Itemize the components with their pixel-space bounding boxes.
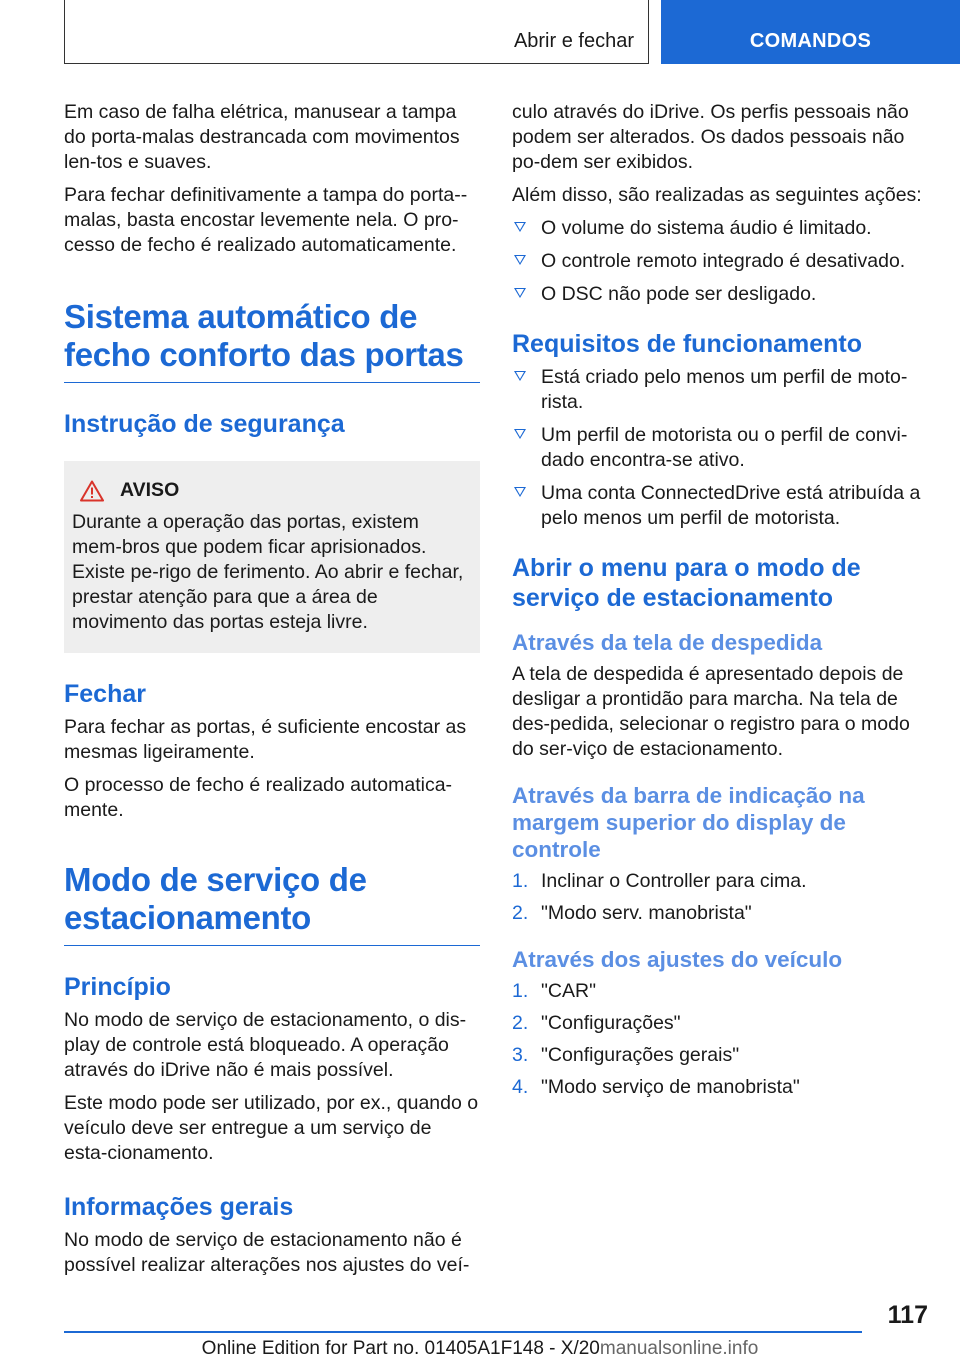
- bullet-triangle-icon: [514, 288, 526, 298]
- heading-general-info: Informações gerais: [64, 1193, 294, 1221]
- footer-divider: [64, 1331, 862, 1333]
- bullet-triangle-icon: [514, 222, 526, 232]
- header-section-box: [64, 0, 649, 64]
- header-section-title: Abrir e fechar: [513, 30, 634, 52]
- footer-edition-text: Online Edition for Part no. 01405A1F148 - X/20: [201, 1338, 600, 1359]
- heading-valet-mode: Modo de serviço de estacionamento: [64, 861, 480, 946]
- footer-watermark: manualsonline.info: [599, 1338, 759, 1359]
- heading-via-vehicle-settings: Através dos ajustes do veículo: [512, 947, 843, 972]
- paragraph-farewell: A tela de despedida é apresentado depois de desligar a prontidão para marcha. Na tela de des-pedida, selecionar o registro para o modo do ser-viço de estacionamento.: [512, 663, 910, 760]
- header-chapter-tab: [661, 0, 960, 64]
- list-item: O controle remoto integrado é desativado.: [512, 249, 928, 274]
- paragraph-general-info: No modo de serviço de estacionamento não é possível realizar alterações nos ajustes do veí-: [64, 1229, 470, 1276]
- footer-edition: [0, 1338, 960, 1360]
- heading-safety-instruction: Instrução de segurança: [64, 410, 345, 438]
- list-item: 2. "Modo serv. manobrista": [512, 902, 752, 924]
- paragraph-continued: culo através do iDrive. Os perfis pessoais não podem ser alterados. Os dados pessoais não po-dem ser exibidos.: [512, 101, 909, 173]
- bullet-triangle-icon: [514, 429, 526, 439]
- bullet-triangle-icon: [514, 255, 526, 265]
- list-item: 1. Inclinar o Controller para cima.: [512, 870, 807, 892]
- header-chapter-title: COMANDOS: [749, 30, 872, 52]
- heading-principle: Princípio: [64, 973, 171, 1001]
- list-item: Uma conta ConnectedDrive está atribuída a pelo menos um perfil de motorista.: [512, 481, 928, 531]
- list-item: O DSC não pode ser desligado.: [512, 282, 928, 307]
- list-item: 4. "Modo serviço de manobrista": [512, 1076, 800, 1098]
- paragraph-close-2: O processo de fecho é realizado automatica-mente.: [64, 774, 453, 821]
- bullet-triangle-icon: [514, 487, 526, 497]
- requirements-list: [512, 365, 928, 531]
- paragraph-intro-1: Em caso de falha elétrica, manusear a tampa do porta-malas destrancada com movimentos len-tos e suaves.: [64, 101, 460, 173]
- left-column: [64, 100, 480, 1286]
- list-item: 2. "Configurações": [512, 1012, 681, 1034]
- warning-triangle-icon: [80, 480, 104, 502]
- right-column: [512, 100, 928, 1112]
- list-item: 3. "Configurações gerais": [512, 1044, 740, 1066]
- warning-text: Durante a operação das portas, existem mem-bros que podem ficar aprisionados. Existe pe-rigo de ferimento. Ao abrir e fechar, prestar atenção para que a área de movimento das portas esteja livre.: [72, 511, 464, 633]
- heading-via-farewell-screen: Através da tela de despedida: [512, 630, 823, 655]
- list-item: Um perfil de motorista ou o perfil de convi-dado encontra-se ativo.: [512, 423, 928, 473]
- paragraph-principle-1: No modo de serviço de estacionamento, o dis-play de controle está bloqueado. A operação através do iDrive não é mais possível.: [64, 1009, 467, 1081]
- heading-close: Fechar: [64, 680, 146, 708]
- paragraph-actions-intro: Além disso, são realizadas as seguintes ações:: [512, 184, 922, 206]
- warning-header: [80, 479, 470, 502]
- paragraph-close-1: Para fechar as portas, é suficiente encostar as mesmas ligeiramente.: [64, 716, 467, 763]
- warning-box: [64, 461, 480, 653]
- heading-open-menu: Abrir o menu para o modo de serviço de estacionamento: [512, 554, 861, 612]
- bullet-triangle-icon: [514, 371, 526, 381]
- heading-door-soft-close: Sistema automático de fecho conforto das portas: [64, 298, 480, 383]
- actions-list: [512, 216, 928, 307]
- heading-via-status-bar: Através da barra de indicação na margem superior do display de controle: [512, 783, 865, 862]
- list-item: Está criado pelo menos um perfil de moto-rista.: [512, 365, 928, 415]
- paragraph-intro-2: Para fechar definitivamente a tampa do porta--malas, basta encostar levemente nela. O pro-cesso de fecho é realizado automaticamente.: [64, 184, 468, 256]
- list-item: O volume do sistema áudio é limitado.: [512, 216, 928, 241]
- warning-title: AVISO: [120, 479, 180, 501]
- list-item: 1. "CAR": [512, 980, 597, 1002]
- vehicle-settings-steps: [512, 979, 928, 1100]
- heading-requirements: Requisitos de funcionamento: [512, 330, 863, 358]
- page-number: 117: [887, 1301, 928, 1329]
- status-bar-steps: [512, 869, 928, 926]
- paragraph-principle-2: Este modo pode ser utilizado, por ex., quando o veículo deve ser entregue a um serviço de esta-cionamento.: [64, 1092, 479, 1164]
